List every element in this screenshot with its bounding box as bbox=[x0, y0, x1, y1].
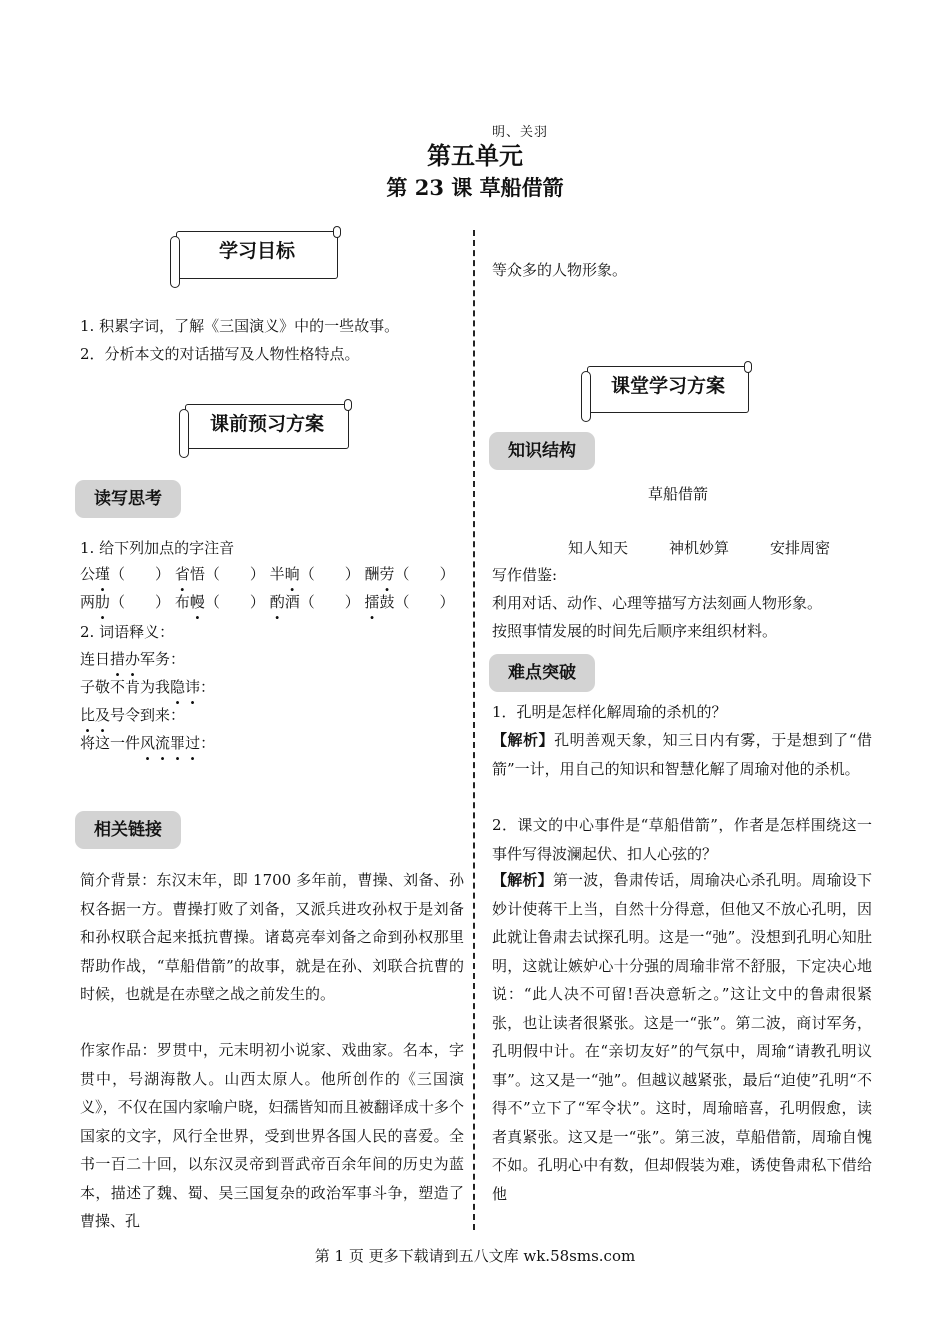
question-2: 2．课文的中心事件是“草船借箭”，作者是怎样围绕这一事件写得波澜起伏、扣人心弦的？ bbox=[492, 816, 872, 863]
continued-text: 等众多的人物形象。 bbox=[492, 261, 628, 279]
pinyin-item: 省悟（ ） bbox=[174, 565, 265, 583]
writing-line-2: 按照事情发展的时间先后顺序来组织材料。 bbox=[492, 622, 778, 640]
structure-title: 草船借箭 bbox=[648, 485, 709, 503]
pinyin-item: 布幔（ ） bbox=[174, 593, 265, 611]
pinyin-item: 酌酒（ ） bbox=[269, 593, 360, 611]
knowledge-tag: 知识结构 bbox=[489, 432, 595, 470]
lesson-title: 第 23 课 草船借箭 bbox=[386, 175, 564, 200]
writing-label: 写作借鉴: bbox=[492, 566, 558, 584]
links-tag: 相关链接 bbox=[75, 811, 181, 849]
page-footer: 第 1 页 更多下载请到五八文库 wk.58sms.com bbox=[314, 1247, 636, 1265]
pinyin-item: 擂鼓（ ） bbox=[364, 593, 455, 611]
goal-2: 2．分析本文的对话描写及人物性格特点。 bbox=[80, 345, 360, 363]
q2-title: 2. 词语释义： bbox=[80, 623, 175, 641]
unit-title: 第五单元 bbox=[427, 141, 523, 170]
goals-banner bbox=[176, 231, 338, 279]
background-paragraph: 简介背景：东汉末年，即 1700 多年前，曹操、刘备、孙权各据一方。曹操打败了刘备，又派兵进攻孙权于是刘备和孙权联合起来抵抗曹操。诸葛亮奉刘备之命到孙权那里帮助作战，“草船借箭”的故事，就是在孙、刘联合抗曹的时候，也就是在赤壁之战之前发生的。 bbox=[80, 871, 464, 1003]
answer-2: 【解析】第一波，鲁肃传话，周瑜决心杀孔明。周瑜设下妙计使蒋干上当，自然十分得意，但他又不放心孔明，因此就让鲁肃去试探孔明。这是一“弛”。没想到孔明心知肚明，这就让嫉妒心十分强的周瑜非常不舒服，下定决心地说：“此人决不可留!吾决意斩之。”这让文中的鲁肃很紧张，也让读者很紧张。这是一“张”。第二波，商讨军务，孔明假中计。在“亲切友好”的气氛中，周瑜“请教孔明议事”。这又是一“弛”。但越议越紧张，最后“迫使”孔明“不得不”立下了“军令状”。这时，周瑜暗喜，孔明假愈，读者真紧张。这又是一“张”。第三波，草船借箭，周瑜自愧不如。孔明心中有数，但却假装为难，诱使鲁肃私下借给他 bbox=[492, 871, 872, 1203]
header-note: 明、关羽 bbox=[492, 125, 549, 140]
answer-1: 【解析】孔明善观天象，知三日内有雾，于是想到了“借箭”一计，用自己的知识和智慧化解了周瑜对他的杀机。 bbox=[492, 731, 872, 778]
pinyin-row-2 bbox=[80, 588, 455, 616]
difficulty-tag: 难点突破 bbox=[489, 654, 595, 692]
reading-tag: 读写思考 bbox=[75, 480, 181, 518]
pinyin-item: 两肋（ ） bbox=[80, 593, 171, 611]
trait-1: 知人知天 bbox=[568, 539, 629, 557]
vocab-2: 子敬不肯为我隐讳： bbox=[80, 678, 216, 696]
vocab-1: 连日措办军务： bbox=[80, 650, 186, 668]
vocab-4: 将这一件风流罪过： bbox=[80, 734, 216, 752]
trait-3: 安排周密 bbox=[770, 539, 831, 557]
vocab-3: 比及号令到来： bbox=[80, 706, 186, 724]
q1-title: 1. 给下列加点的字注音 bbox=[80, 539, 235, 557]
pinyin-item: 公瑾（ ） bbox=[80, 565, 171, 583]
author-paragraph: 作家作品：罗贯中，元末明初小说家、戏曲家。名本，字贯中，号湖海散人。山西太原人。他所创作的《三国演义》，不仅在国内家喻户晓，妇孺皆知而且被翻译成十多个国家的文字，风行全世界，受到世界各国人民的喜爱。全书一百二十回，以东汉灵帝到晋武帝百余年间的历史为蓝本，描述了魏、蜀、吴三国复杂的政治军事斗争，塑造了曹操、孔 bbox=[80, 1041, 464, 1230]
preview-banner bbox=[185, 404, 349, 449]
pinyin-item: 半晌（ ） bbox=[269, 565, 360, 583]
trait-2: 神机妙算 bbox=[669, 539, 730, 557]
pinyin-row-1 bbox=[80, 560, 455, 588]
pinyin-item: 酬劳（ ） bbox=[364, 565, 455, 583]
question-1: 1．孔明是怎样化解周瑜的杀机的？ bbox=[492, 703, 727, 721]
goals-title: 学习目标 bbox=[218, 240, 295, 262]
class-banner bbox=[587, 366, 749, 413]
preview-title: 课前预习方案 bbox=[209, 413, 324, 435]
column-divider bbox=[473, 230, 475, 1230]
writing-line-1: 利用对话、动作、心理等描写方法刻画人物形象。 bbox=[492, 594, 823, 612]
class-title: 课堂学习方案 bbox=[610, 375, 725, 397]
goal-1: 1. 积累字词，了解《三国演义》中的一些故事。 bbox=[80, 317, 400, 335]
